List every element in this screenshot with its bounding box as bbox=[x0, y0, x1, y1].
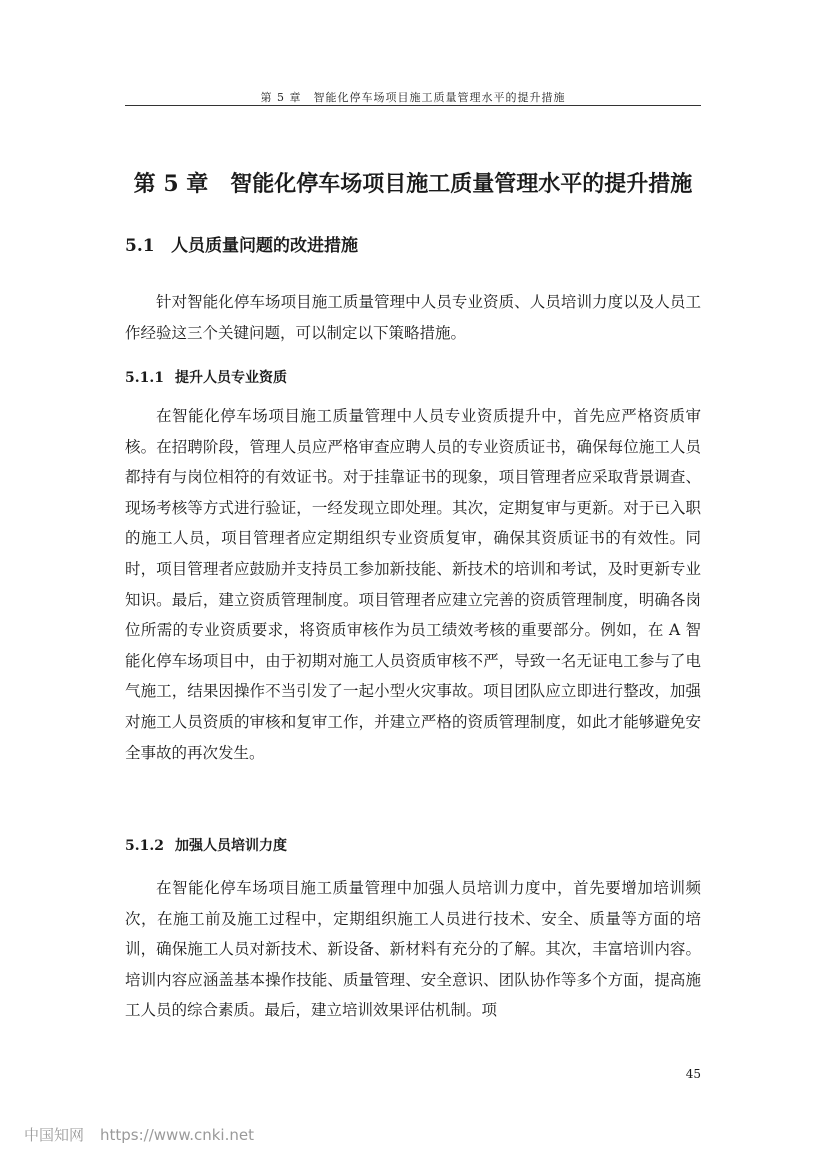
subsection-title: 加强人员培训力度 bbox=[175, 838, 287, 854]
subsection-title: 提升人员专业资质 bbox=[175, 370, 287, 386]
page-number: 45 bbox=[685, 1067, 701, 1081]
body-paragraph: 在智能化停车场项目施工质量管理中加强人员培训力度中，首先要增加培训频次，在施工前及施工过程中，定期组织施工人员进行技术、安全、质量等方面的培训，确保施工人员对新技术、新设备、新材料有充分的了解。其次，丰富培训内容。培训内容应涵盖基本操作技能、质量管理、安全意识、团队协作等多个方面，提高施工人员的综合素质。最后，建立培训效果评估机制。项 bbox=[125, 879, 701, 1020]
section-title: 人员质量问题的改进措施 bbox=[171, 236, 358, 256]
subsection-number: 5.1.2 bbox=[125, 838, 164, 854]
subsection-number: 5.1.1 bbox=[125, 370, 164, 386]
section-intro-paragraph: 针对智能化停车场项目施工质量管理中人员专业资质、人员培训力度以及人员工作经验这三个关键问题，可以制定以下策略措施。 bbox=[125, 293, 701, 342]
subsection-heading bbox=[125, 366, 287, 390]
cnki-watermark bbox=[24, 1124, 254, 1145]
subsection-heading bbox=[125, 834, 287, 858]
section-heading bbox=[125, 232, 358, 260]
watermark-site-name: 中国知网 bbox=[24, 1126, 85, 1144]
running-header: 第 5 章 智能化停车场项目施工质量管理水平的提升措施 bbox=[260, 91, 566, 104]
body-paragraph: 在智能化停车场项目施工质量管理中人员专业资质提升中，首先应严格资质审核。在招聘阶段，管理人员应严格审查应聘人员的专业资质证书，确保每位施工人员都持有与岗位相符的有效证书。对于挂靠证书的现象，项目管理者应采取背景调查、现场考核等方式进行验证，一经发现立即处理。其次，定期复审与更新。对于已入职的施工人员，项目管理者应定期组织专业资质复审，确保其资质证书的有效性。同时，项目管理者应鼓励并支持员工参加新技能、新技术的培训和考试，及时更新专业知识。最后，建立资质管理制度。项目管理者应建立完善的资质管理制度，明确各岗位所需的专业资质要求，将资质审核作为员工绩效考核的重要部分。例如，在 A 智能化停车场项目中，由于初期对施工人员资质审核不严，导致一名无证电工参与了电气施工，结果因操作不当引发了一起小型火灾事故。项目团队应立即进行整改，加强对施工人员资质的审核和复审工作，并建立严格的资质管理制度，如此才能够避免安全事故的再次发生。 bbox=[125, 407, 701, 762]
header-divider bbox=[125, 105, 701, 106]
section-number: 5.1 bbox=[125, 236, 155, 256]
watermark-url: https://www.cnki.net bbox=[100, 1126, 254, 1144]
chapter-title: 第 5 章 智能化停车场项目施工质量管理水平的提升措施 bbox=[133, 171, 693, 197]
